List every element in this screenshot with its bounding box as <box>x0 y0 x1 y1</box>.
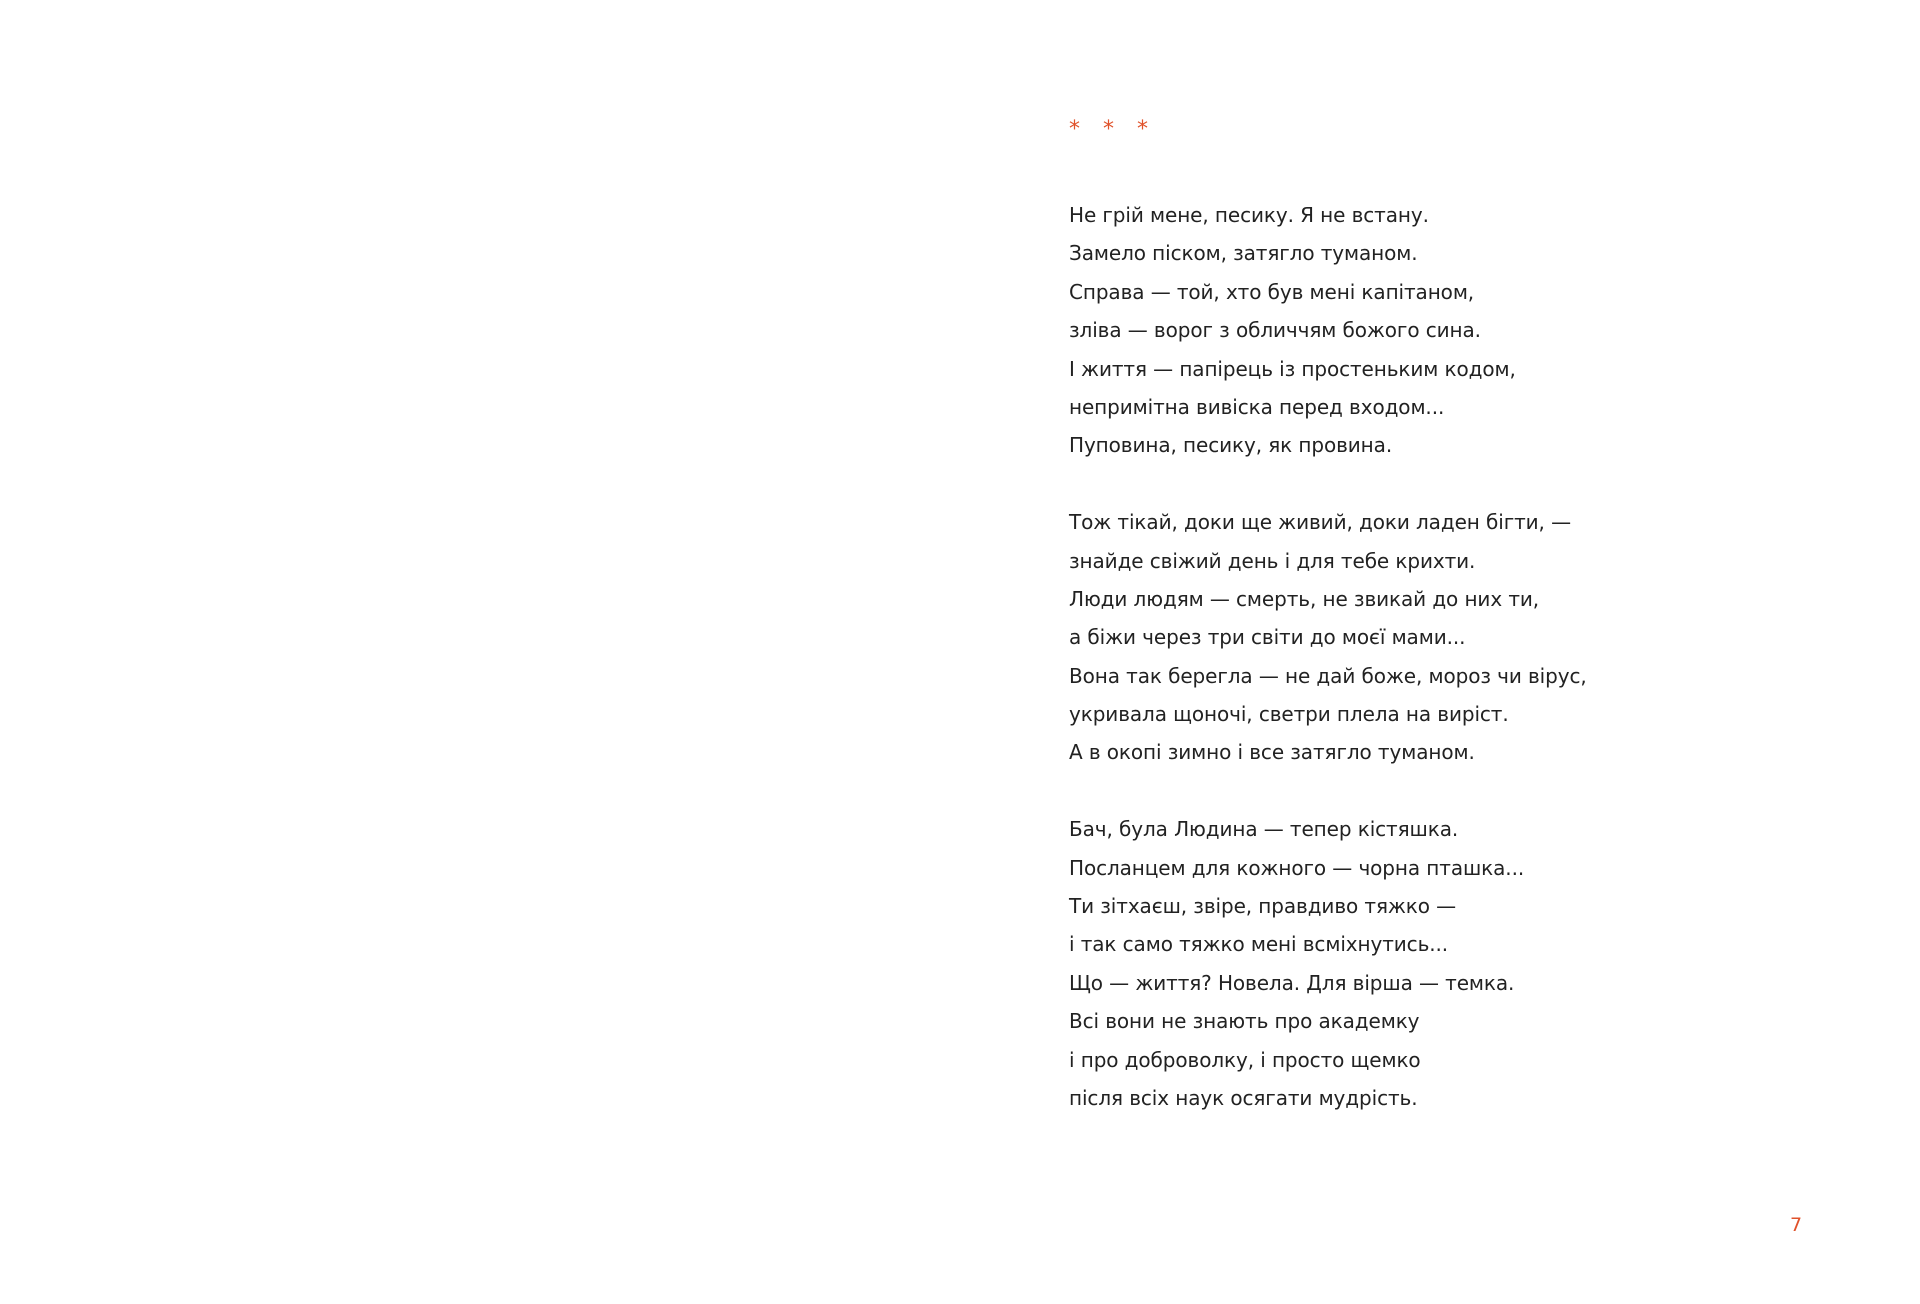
stanza-2 <box>1069 503 1587 772</box>
poem-line: І життя — папірець із простеньким кодом, <box>1069 356 1516 381</box>
poem-line: Замело піском, затягло туманом. <box>1069 241 1418 266</box>
page-number: 7 <box>1790 1214 1803 1236</box>
poem-line: А в окопі зимно і все затягло туманом. <box>1069 740 1475 765</box>
poem-line: Ти зітхаєш, звіре, правдиво тяжко — <box>1069 894 1457 919</box>
poem-line: Пуповина, песику, як провина. <box>1069 433 1393 458</box>
poem-body <box>1069 196 1587 1117</box>
poem-line: Посланцем для кожного — чорна пташка... <box>1069 855 1525 880</box>
poem-line: Люди людям — смерть, не звикай до них ти, <box>1069 586 1540 611</box>
poem-line: Не грій мене, песику. Я не встану. <box>1069 203 1429 227</box>
section-ornament-asterisks: * * * <box>1069 117 1156 142</box>
poem-line: і так само тяжко мені всміхнутись... <box>1069 932 1449 957</box>
poem-line: Справа — той, хто був мені капітаном, <box>1069 279 1475 304</box>
stanza-1 <box>1069 196 1587 465</box>
poem-line: знайде свіжий день і для тебе крихти. <box>1069 548 1476 573</box>
poem-line: а біжи через три світи до моєї мами... <box>1069 625 1466 650</box>
poem-line: після всіх наук осягати мудрість. <box>1069 1085 1418 1110</box>
stanza-3 <box>1069 810 1587 1117</box>
poem-line: Бач, була Людина — тепер кістяшка. <box>1069 817 1459 842</box>
poem-line: зліва — ворог з обличчям божого сина. <box>1069 318 1481 343</box>
poem-line: Що — життя? Новела. Для вірша — темка. <box>1069 970 1515 995</box>
poem-line: Вона так берегла — не дай боже, мороз чи вірус, <box>1069 663 1587 688</box>
poem-line: і про доброволку, і просто щемко <box>1069 1047 1421 1072</box>
poem-line: укривала щоночі, светри плела на виріст. <box>1069 702 1509 727</box>
poem-line: Всі вони не знають про академку <box>1069 1009 1420 1034</box>
poem-line: Тож тікай, доки ще живий, доки ладен бігти, — <box>1069 510 1571 535</box>
poem-line: непримітна вивіска перед входом... <box>1069 394 1445 419</box>
